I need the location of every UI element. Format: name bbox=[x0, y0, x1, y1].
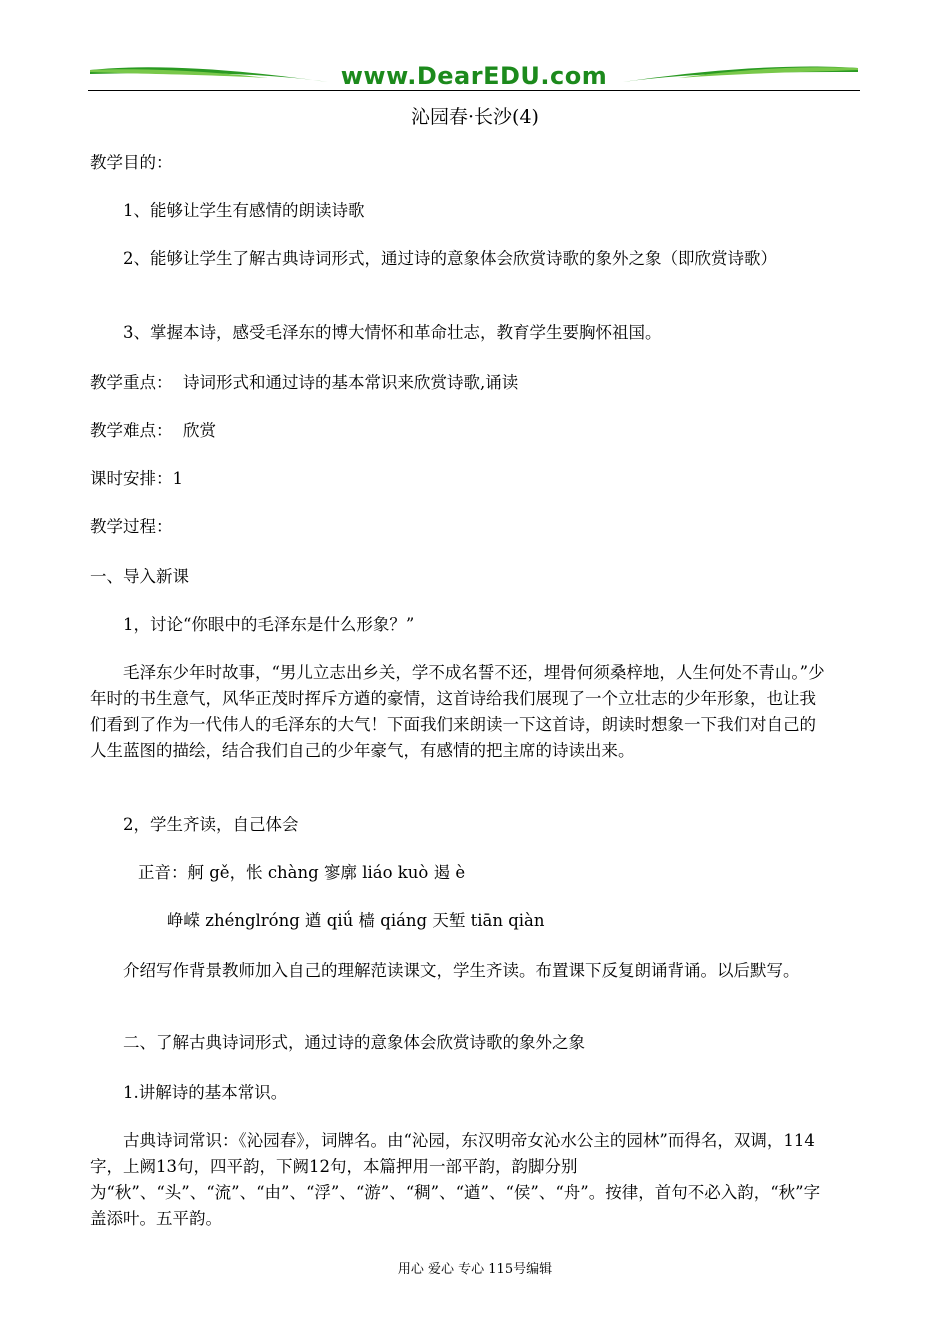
page-footer: 用心 爱心 专心 115号编辑 bbox=[397, 1262, 553, 1277]
key-points: 教学重点： 诗词形式和通过诗的基本常识来欣赏诗歌,诵读 bbox=[90, 373, 519, 392]
knowledge-paragraph: 古典诗词常识：《沁园春》，词牌名。由“沁园，东汉明帝女沁水公主的园林”而得名，双调，114字，上阙13句，四平韵，下阙12句，本篇押用一部平韵，韵脚分别为“秋”、“头”、“流”、“由”、“浮”、“游”、“稠”、“遒”、“侯”、“舟”。按律，首句不必入韵，“秋”字盖添叶。五平韵。 bbox=[90, 1131, 821, 1228]
pronunciation-line-1: 正音：舸 gě，怅 chàng 寥廓 liáo kuò 遏 è bbox=[138, 863, 466, 882]
section-heading-process: 教学过程： bbox=[90, 517, 173, 536]
reading-item: 2，学生齐读，自己体会 bbox=[123, 815, 299, 834]
objective-item-3: 3、掌握本诗，感受毛泽东的博大情怀和革命壮志，教育学生要胸怀祖国。 bbox=[123, 323, 662, 342]
discussion-item: 1，讨论“你眼中的毛泽东是什么形象？” bbox=[123, 615, 415, 634]
part-heading-intro: 一、导入新课 bbox=[90, 567, 189, 586]
basic-knowledge-item: 1.讲解诗的基本常识。 bbox=[123, 1083, 288, 1102]
background-paragraph: 介绍写作背景教师加入自己的理解范读课文，学生齐读。布置课下反复朗诵背诵。以后默写。 bbox=[123, 961, 800, 980]
objective-item-1: 1、能够让学生有感情的朗读诗歌 bbox=[123, 201, 365, 220]
part-heading-form: 二、了解古典诗词形式，通过诗的意象体会欣赏诗歌的象外之象 bbox=[123, 1033, 585, 1052]
page-title: 沁园春·长沙(4) bbox=[411, 106, 539, 128]
objective-item-2: 2、能够让学生了解古典诗词形式，通过诗的意象体会欣赏诗歌的象外之象（即欣赏诗歌） bbox=[123, 249, 777, 268]
section-heading-objectives: 教学目的： bbox=[90, 153, 173, 172]
header-divider bbox=[88, 90, 860, 91]
site-logo-text: www.DearEDU.com bbox=[340, 62, 608, 90]
intro-paragraph: 毛泽东少年时故事，“男儿立志出乡关，学不成名誓不还，埋骨何须桑梓地，人生何处不青山。”少年时的书生意气，风华正茂时挥斥方遒的豪情，这首诗给我们展现了一个立壮志的少年形象，也让我们看到了作为一代伟人的毛泽东的大气！下面我们来朗读一下这首诗，朗读时想象一下我们对自己的人生蓝图的描绘，结合我们自己的少年豪气，有感情的把主席的诗读出来。 bbox=[90, 663, 825, 760]
pronunciation-line-2: 峥嵘 zhénglróng 遒 qiǘ 樯 qiáng 天堑 tiān qiàn bbox=[167, 911, 545, 930]
class-hours: 课时安排：1 bbox=[90, 469, 183, 488]
difficult-points: 教学难点： 欣赏 bbox=[90, 421, 216, 440]
